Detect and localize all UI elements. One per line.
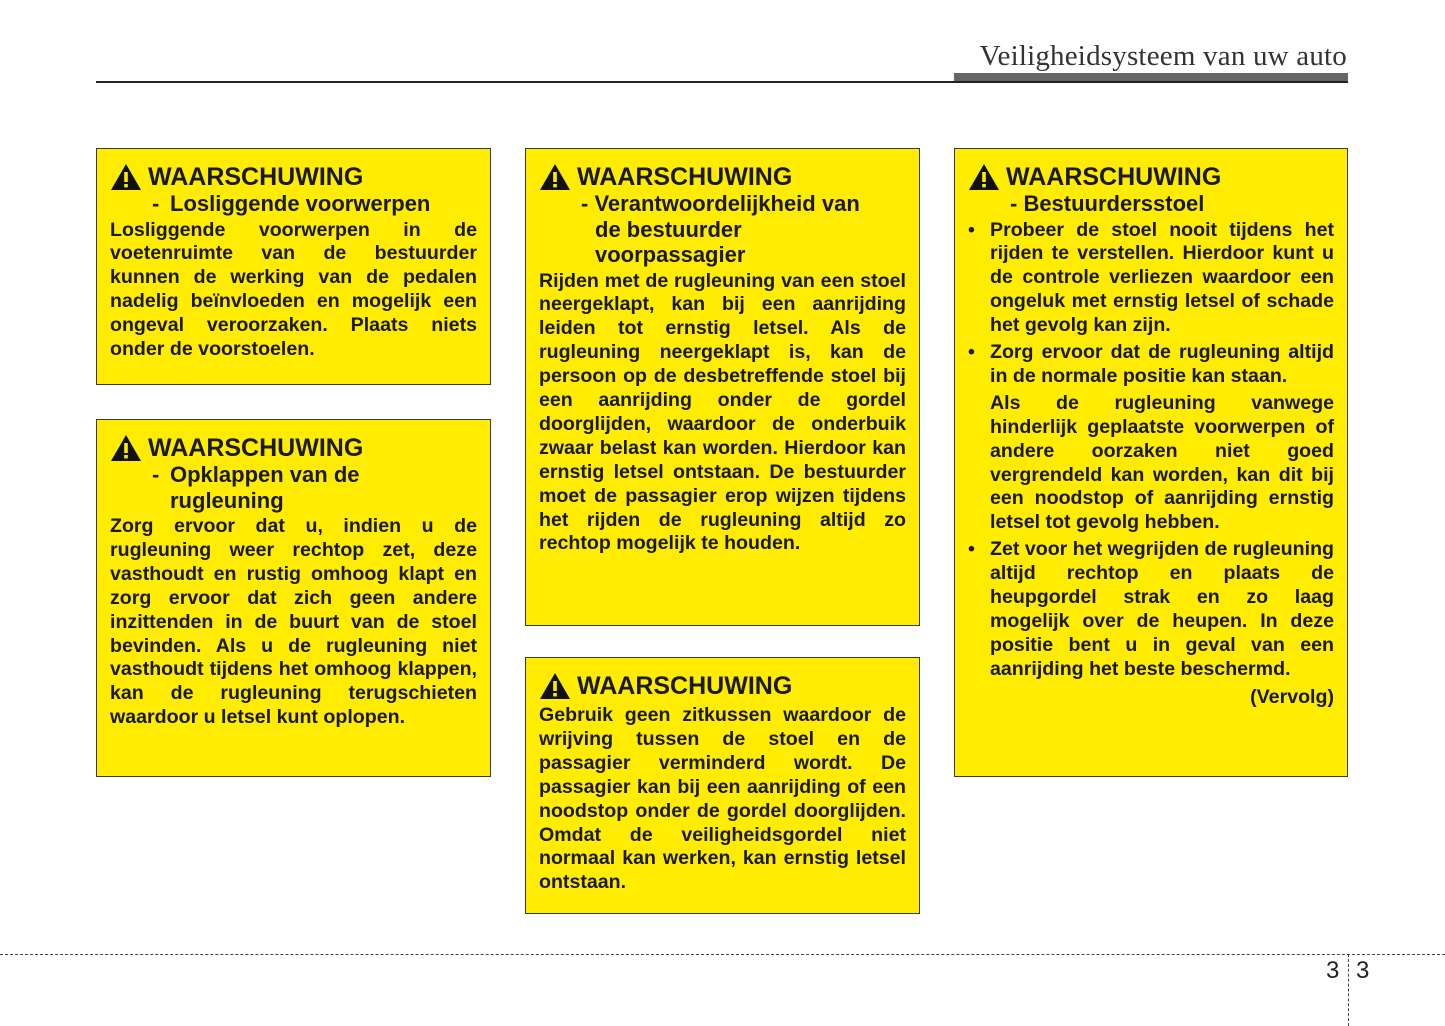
warning-title: WAARSCHUWING (1006, 163, 1222, 191)
warning-box-folding-backrest (96, 419, 491, 777)
warning-triangle-icon (110, 163, 142, 191)
list-item-continuation: Als de rugleuning vanwege hinderlijk geplaatste voorwerpen of andere oorzaken niet goed vergrendeld kan worden, kan dit bij een noodstop of aanrijding ernstig letsel tot gevolg hebben. (990, 391, 1334, 534)
warning-bullet-list (968, 538, 1334, 681)
page-header-title: Veiligheidsysteem van uw auto (979, 40, 1347, 72)
warning-subtitle: - Verantwoordelijkheid van de bestuurder voorpassagier (581, 191, 860, 267)
warning-title: WAARSCHUWING (148, 163, 364, 191)
warning-body: Gebruik geen zitkussen waardoor de wrijving tussen de stoel en de passagier verminderd wordt. De passagier kan bij een aanrijding of een noodstop onder de gordel doorglijden. Omdat de veiligheidsgordel niet normaal kan werken, kan ernstig letsel ontstaan. (539, 704, 906, 894)
warning-title: WAARSCHUWING (148, 434, 364, 462)
warning-title: WAARSCHUWING (577, 672, 793, 700)
warning-heading (110, 434, 477, 462)
warning-title: WAARSCHUWING (577, 163, 793, 191)
warning-subtitle: - Opklappen van de rugleuning (152, 462, 360, 513)
warning-box-loose-objects (96, 148, 491, 385)
warning-subtitle: - Losliggende voorwerpen (152, 191, 431, 216)
warning-subtitle: - Bestuurdersstoel (1010, 191, 1205, 216)
list-item: • Probeer de stoel nooit tijdens het rijden te verstellen. Hierdoor kunt u de controle verliezen waardoor een ongeluk met ernstig letsel of schade het gevolg kan zijn. (968, 219, 1334, 339)
list-item: • Zet voor het wegrijden de rugleuning altijd rechtop en plaats de heupgordel strak en zo laag mogelijk over de heupen. In deze positie bent u in geval van een aanrijding het beste beschermd. (968, 538, 1334, 681)
warning-bullet-list (968, 219, 1334, 389)
footer-vertical-dashed-rule (1348, 954, 1349, 1026)
warning-triangle-icon (539, 163, 571, 191)
warning-heading (539, 672, 906, 700)
warning-heading (968, 163, 1334, 191)
continued-label: (Vervolg) (1250, 685, 1334, 708)
page-number: 3 (1356, 957, 1370, 984)
warning-body: Rijden met de rugleuning van een stoel neergeklapt, kan bij een aanrijding leiden tot ernstig letsel. Als de rugleuning neergeklapt is, kan de persoon op de desbetreffende stoel bij een aanrijding onder de gordel doorglijden, waardoor de onderbuik zwaar belast kan worden. Hierdoor kan ernstig letsel ontstaan. De bestuurder moet de passagier erop wijzen tijdens het rijden de rugleuning altijd zo rechtop mogelijk te houden. (539, 269, 906, 555)
footer-dashed-rule (0, 954, 1445, 955)
warning-body: Zorg ervoor dat u, indien u de rugleuning weer rechtop zet, deze vasthoudt en rustig omhoog klapt en zorg ervoor dat zich geen andere inzittenden in de buurt van de stoel bevinden. Als u de rugleuning niet vasthoudt tijdens het omhoog klappen, kan de rugleuning terugschieten waardoor u letsel kunt oplopen. (110, 515, 477, 729)
warning-heading (539, 163, 906, 191)
warning-triangle-icon (110, 434, 142, 462)
warning-body: Losliggende voorwerpen in de voetenruimte van de bestuurder kunnen de werking van de pedalen nadelig beïnvloeden en mogelijk een ongeval veroorzaken. Plaats niets onder de voorstoelen. (110, 218, 477, 361)
warning-box-driver-seat (954, 148, 1348, 777)
chapter-number: 3 (1326, 957, 1340, 984)
warning-triangle-icon (968, 163, 1000, 191)
warning-box-seat-cushion (525, 657, 920, 914)
header-rule (96, 81, 1348, 83)
list-item: • Zorg ervoor dat de rugleuning altijd in de normale positie kan staan. (968, 341, 1334, 389)
warning-triangle-icon (539, 672, 571, 700)
warning-heading (110, 163, 477, 191)
warning-box-driver-responsibility (525, 148, 920, 626)
